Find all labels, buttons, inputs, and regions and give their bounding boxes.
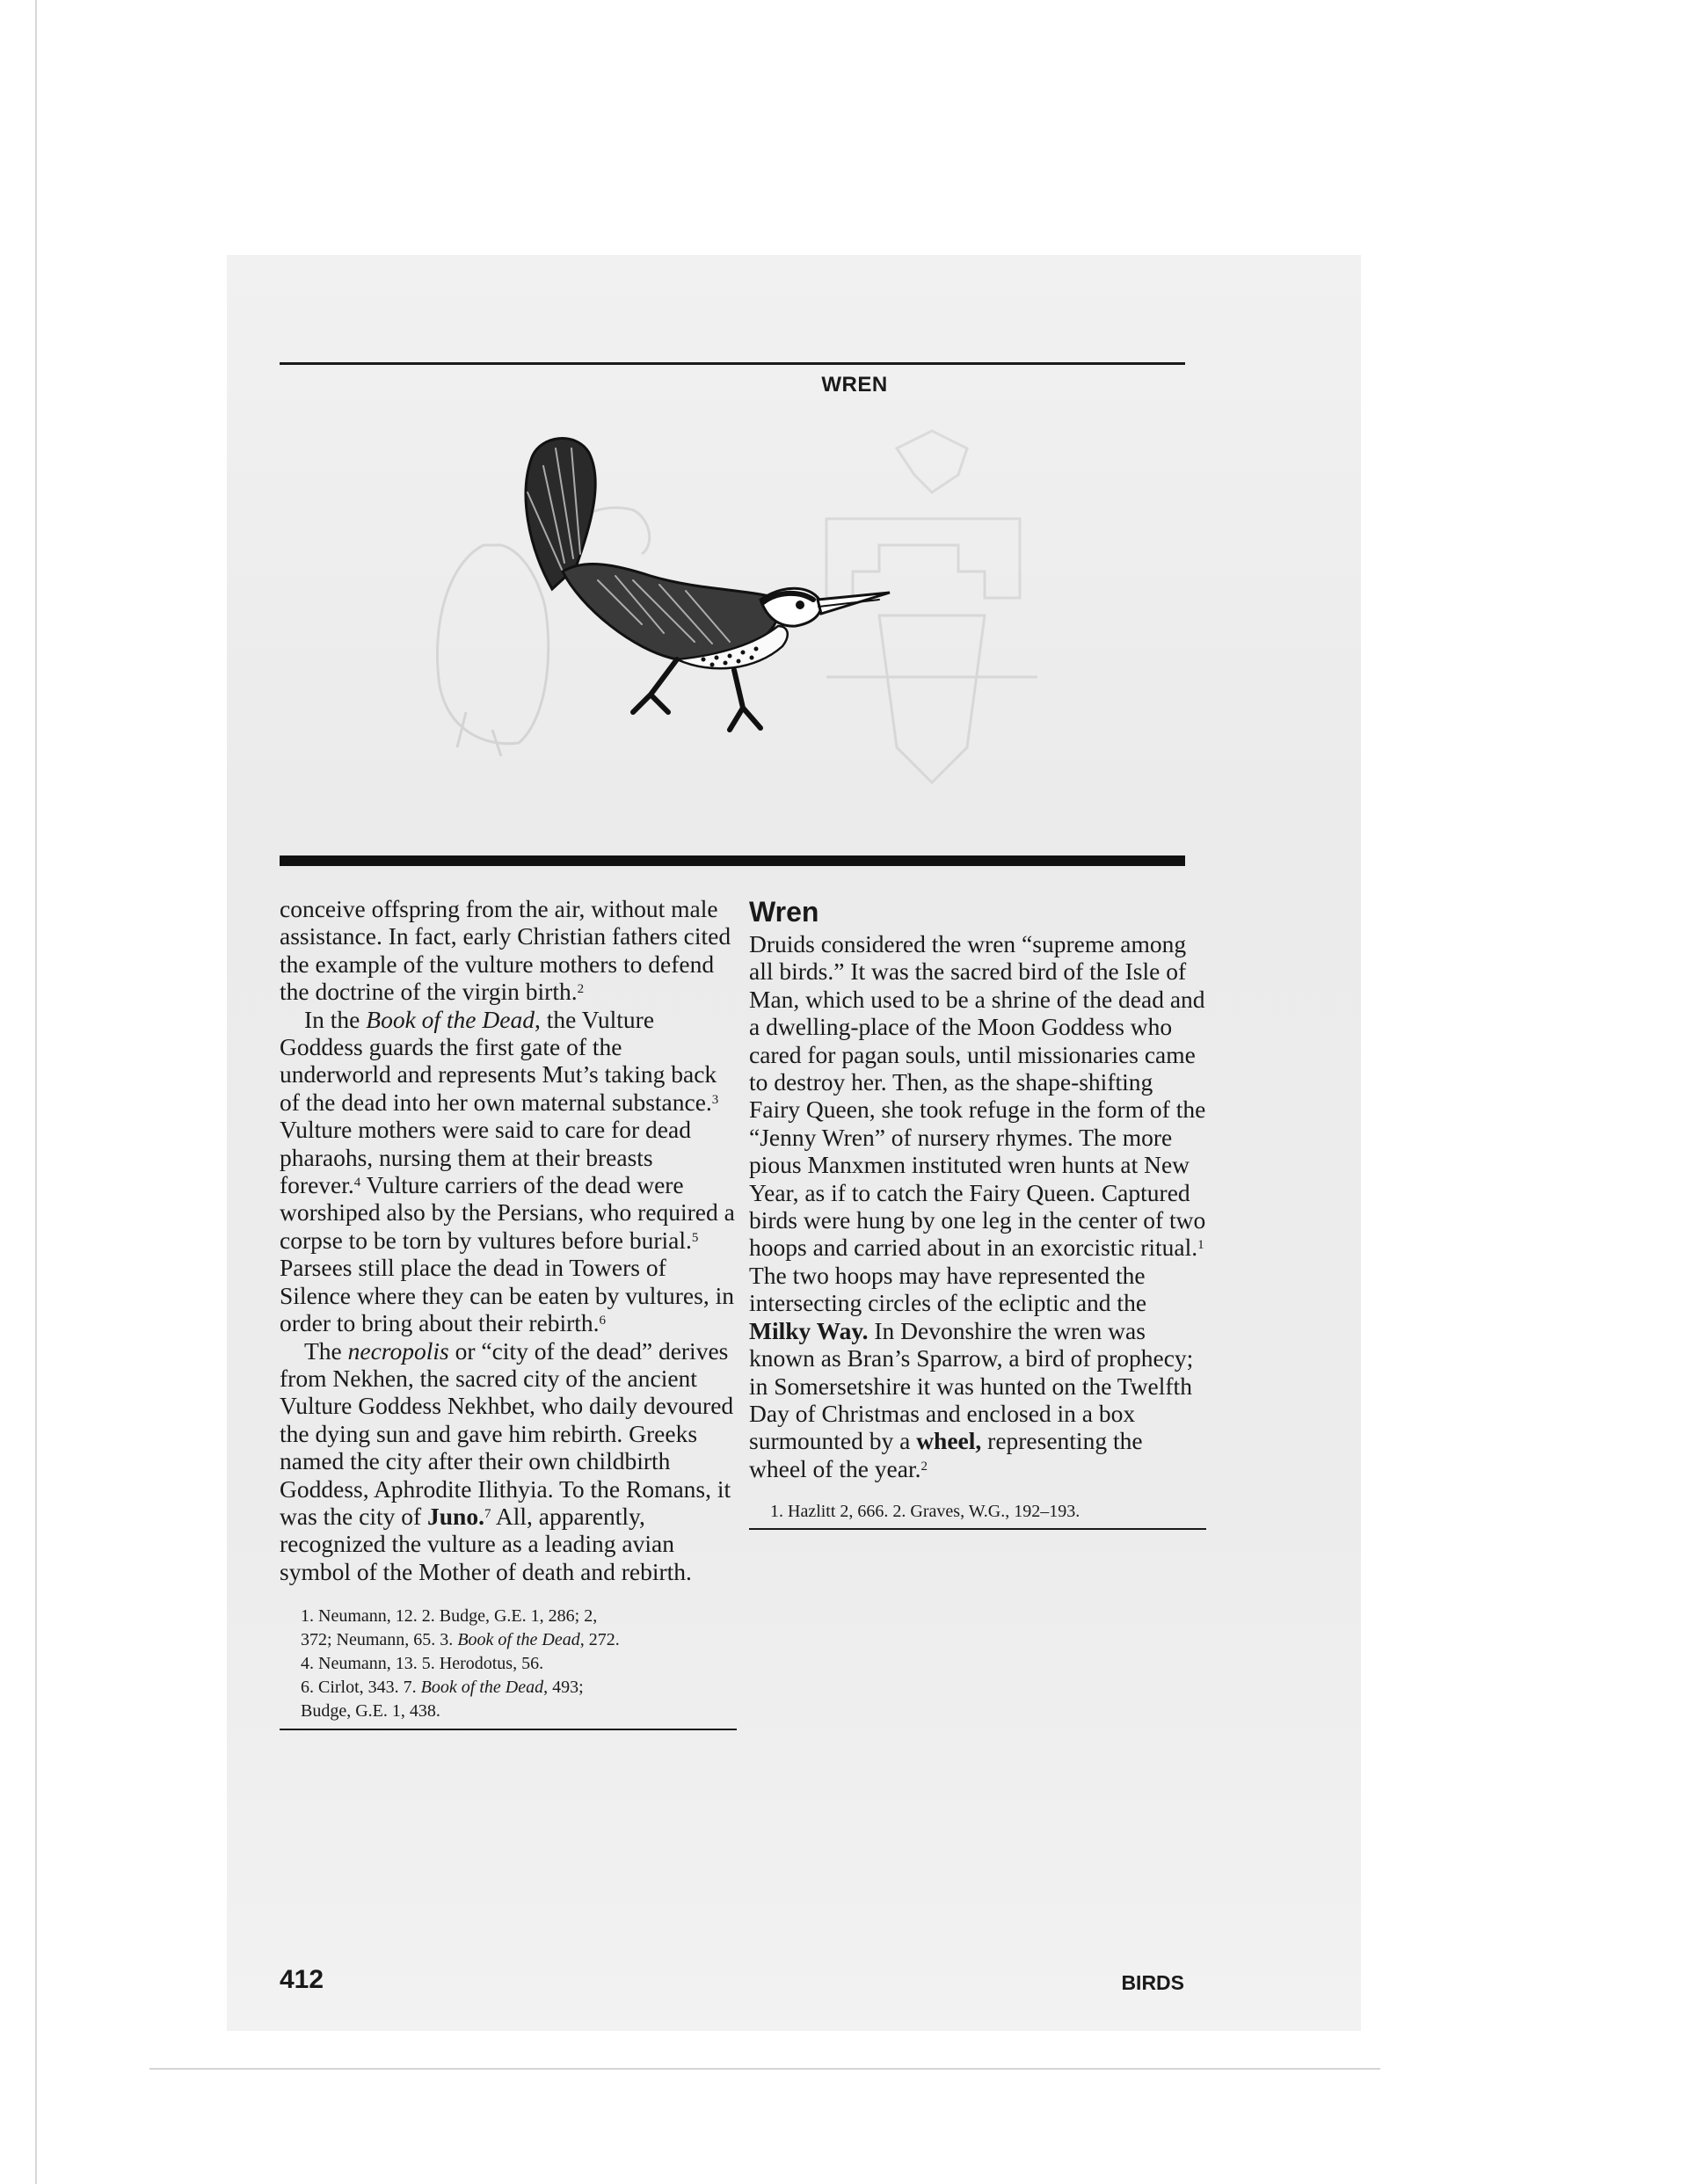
paragraph-text: Vulture carriers of the dead were worshiped also by the Persians, who required a corpse to be torn by vultures before burial. [280,1171,735,1254]
paragraph-necropolis [280,1337,737,1586]
footnote-rule [749,1528,1206,1530]
paragraph-text: , the Vulture Goddess guards the first gate of the underworld and represents Mut’s taking back of the dead into her own maternal substance. [280,1005,717,1116]
footnote-ref: 2 [920,1459,928,1474]
paragraph-text: Parsees still place the dead in Towers of Silence where they can be eaten by vultures, in order to bring about their rebirth. [280,1254,734,1337]
paragraph-text: representing the wheel of the year. [749,1427,1143,1482]
italic-term: necropolis [347,1336,449,1365]
footnote-ref: 6 [599,1314,607,1329]
paragraph-book-of-dead [280,1006,737,1337]
left-column [280,895,737,1730]
paragraph-text: The two hoops may have represented the intersecting circles of the ecliptic and the [749,1261,1147,1317]
footnote-text: 372; Neumann, 65. 3. [301,1630,458,1650]
cross-reference: Juno. [427,1502,484,1530]
footnote-ref: 4 [353,1176,361,1190]
entry-title: Wren [749,896,819,928]
footnote-line [301,1676,737,1700]
footnote-rule [280,1729,737,1730]
page-number: 412 [280,1965,324,1994]
footnote-line: Budge, G.E. 1, 438. [301,1701,440,1722]
footnote-line: 1. Neumann, 12. 2. Budge, G.E. 1, 286; 2, [301,1606,598,1627]
footnote-text: , 272. [579,1630,620,1650]
right-column [749,895,1206,1530]
book-title: Book of the Dead [457,1630,580,1650]
footnote-ref: 5 [691,1230,699,1245]
footnote-ref: 2 [577,982,585,997]
paragraph-text: Vulture mothers were said to care for dead pharaohs, nursing them at their breasts forever. [280,1116,691,1199]
footnote-line [301,1628,737,1652]
wren-bird [526,439,890,730]
paragraph-text: In the [304,1005,367,1033]
book-title: Book of the Dead [420,1678,544,1698]
footnote-ref: 7 [484,1506,491,1521]
showthrough-thunderbird [826,431,1037,783]
right-footnotes: 1. Hazlitt 2, 666. 2. Graves, W.G., 192–193. [770,1502,1080,1522]
paragraph-text: The [304,1336,348,1365]
page-heading: WREN [821,373,888,397]
paragraph-text: or “city of the dead” derives from Nekhen, the sacred city of the ancient Vulture Goddess Nekhbet, who daily devoured the dying sun and gave him rebirth. Greeks named the city after their own childbirth Goddess, Aphrodite Ilithyia. To the Romans, it was the city of [280,1336,734,1530]
cross-reference: wheel, [916,1427,982,1455]
paragraph-text: Druids considered the wren “supreme among all birds.” It was the sacred bird of the Isle of Man, which used to be a shrine of the dead and a dwelling-place of the Moon Goddess who cared for pagan souls, until missionaries came to destroy her. Then, as the shape-shifting Fairy Queen, she took refuge in the form of the “Jenny Wren” of nursery rhymes. The more pious Manxmen instituted wren hunts at New Year, as if to catch the Fairy Queen. Captured birds were hung by one leg in the center of two hoops and carried about in an exorcistic ritual. [749,930,1206,1262]
paragraph-text: conceive offspring from the air, without male assistance. In fact, early Christian fathers cited the example of the vulture mothers to defend the doctrine of the virgin birth. [280,895,731,1006]
scan-edge-left [35,0,37,2184]
paragraph-text: In Devonshire the wren was known as Bran’s Sparrow, a bird of prophecy; in Somersetshire it was hunted on the Twelfth Day of Christmas and enclosed in a box surmounted by a [749,1316,1194,1455]
paragraph-vulture-intro [280,895,737,1006]
paragraph-wren [749,930,1206,1482]
header-rule [280,362,1185,365]
footnote-line: 4. Neumann, 13. 5. Herodotus, 56. [301,1654,544,1674]
footnote-ref: 1 [1197,1238,1204,1253]
running-footer: BIRDS [1121,1971,1184,1994]
cross-reference: Milky Way. [749,1316,869,1344]
footnote-text: , 493; [543,1678,584,1698]
scan-edge-bottom [149,2068,1380,2070]
wren-illustration [264,396,1196,835]
footnote-ref: 3 [711,1092,719,1107]
section-rule [280,855,1185,866]
paragraph-text: All, apparently, recognized the vulture as a leading avian symbol of the Mother of death and rebirth. [280,1502,692,1585]
footnote-text: 6. Cirlot, 343. 7. [301,1678,421,1698]
left-footnotes [280,1605,737,1723]
book-title: Book of the Dead [366,1005,535,1033]
